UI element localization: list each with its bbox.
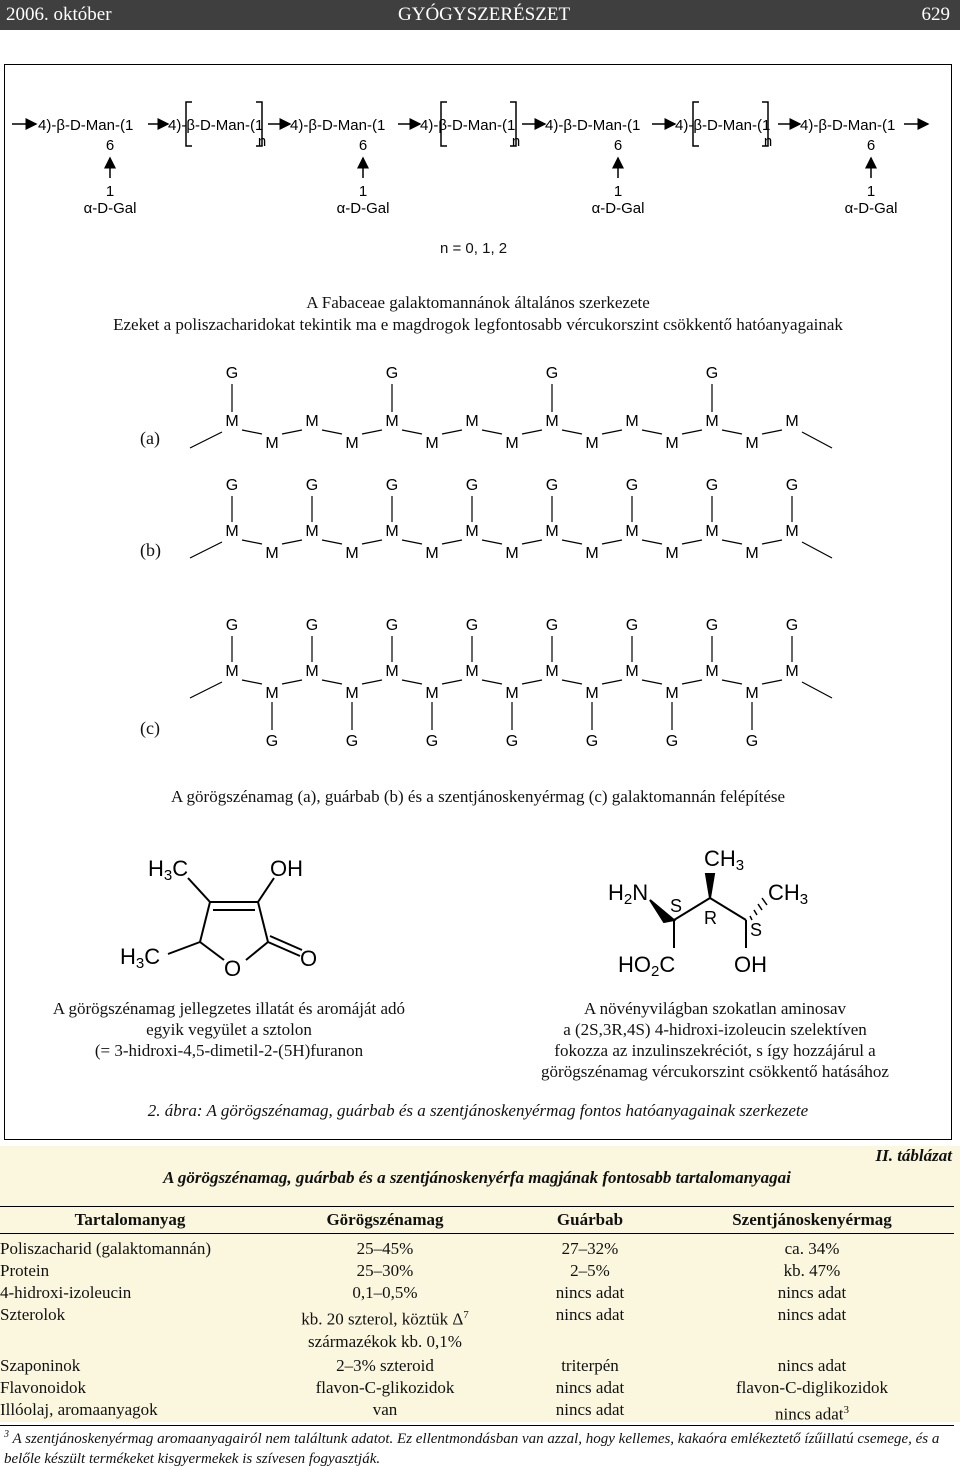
chain-bond bbox=[242, 540, 262, 544]
chain-bond bbox=[482, 430, 502, 434]
figure-title: 2. ábra: A görögszénamag, guárbab és a szentjánoskenyérmag fontos hatóanyagainak szerkezete bbox=[147, 1101, 809, 1120]
position-1-label: 1 bbox=[866, 183, 876, 200]
galactose-residue: G bbox=[625, 477, 639, 494]
caption-general-structure: A Fabaceae galaktomannánok általános szerkezete bbox=[306, 293, 650, 312]
chain-bond bbox=[482, 540, 502, 544]
chain-bond bbox=[190, 542, 222, 558]
position-1-label: 1 bbox=[358, 183, 368, 200]
svg-text:HO2C: HO2C bbox=[618, 952, 676, 980]
table-row: Poliszacharid (galaktomannán) 25–45% 27–32% ca. 34% bbox=[0, 1239, 840, 1258]
atom-h3c-top: H bbox=[148, 856, 164, 881]
mannose-residue: M bbox=[425, 435, 439, 452]
galactose-residue: G bbox=[465, 477, 479, 494]
chain-bond bbox=[802, 542, 832, 558]
chain-bond bbox=[562, 430, 582, 434]
galactose-residue: G bbox=[345, 733, 359, 750]
galactose-residue: G bbox=[545, 477, 559, 494]
mannose-unit-label: 4)-β-D-Man-(1 bbox=[168, 117, 264, 134]
sotolon-structure bbox=[100, 840, 360, 990]
caption-chains: A görögszénamag (a), guárbab (b) és a szentjánoskenyérmag (c) galaktomannán felépítése bbox=[170, 787, 786, 806]
mannose-residue: M bbox=[745, 545, 759, 562]
galactose-residue: G bbox=[705, 365, 719, 382]
atom-carbonyl-o: O bbox=[300, 946, 318, 971]
repeat-n-label: n bbox=[511, 133, 521, 150]
chain-bond bbox=[242, 680, 262, 684]
galactose-label: α-D-Gal bbox=[83, 200, 137, 217]
chain-bond bbox=[802, 432, 832, 448]
mannose-residue: M bbox=[265, 685, 279, 702]
chain-bond bbox=[762, 540, 782, 544]
mannose-residue: M bbox=[585, 685, 599, 702]
caption-general-structure-2: Ezeket a poliszacharidokat tekintik ma e magdrogok legfontosabb vércukorszint csökkentő hatóanyagainak bbox=[113, 315, 843, 334]
table-row: Protein 25–30% 2–5% kb. 47% bbox=[0, 1261, 841, 1280]
mannose-residue: M bbox=[545, 523, 559, 540]
data-table bbox=[0, 1206, 954, 1426]
mannose-residue: M bbox=[425, 545, 439, 562]
header-date: 2006. október bbox=[6, 4, 112, 25]
chain-bond bbox=[562, 540, 582, 544]
galactose-residue: G bbox=[225, 365, 239, 382]
position-6-label: 6 bbox=[105, 137, 115, 154]
header-journal: GYÓGYSZERÉSZET bbox=[398, 4, 571, 25]
stereo-s-1: S bbox=[670, 896, 683, 916]
chain-bond bbox=[522, 430, 542, 434]
table-row: 4-hidroxi-izoleucin 0,1–0,5% nincs adat nincs adat bbox=[0, 1283, 847, 1302]
chain-bond bbox=[642, 430, 662, 434]
chain-bond bbox=[442, 540, 462, 544]
position-1-label: 1 bbox=[105, 183, 115, 200]
chain-bond bbox=[322, 540, 342, 544]
mannose-residue: M bbox=[385, 413, 399, 430]
chain-bond bbox=[762, 430, 782, 434]
mannose-residue: M bbox=[225, 663, 239, 680]
chain-label-b: (b) bbox=[140, 540, 161, 560]
galactose-residue: G bbox=[225, 477, 239, 494]
position-6-label: 6 bbox=[613, 137, 623, 154]
chain-label-c: (c) bbox=[140, 718, 160, 738]
chain-bond bbox=[322, 430, 342, 434]
galactose-residue: G bbox=[305, 617, 319, 634]
mannose-residue: M bbox=[385, 663, 399, 680]
table-row: Illóolaj, aromaanyagok van nincs adat nincs adat$^3$ bbox=[0, 1399, 954, 1426]
n-values-label: n = 0, 1, 2 bbox=[440, 240, 508, 257]
mannose-residue: M bbox=[345, 545, 359, 562]
chain-bond bbox=[682, 540, 702, 544]
mannose-residue: M bbox=[345, 435, 359, 452]
chain-bond bbox=[722, 680, 742, 684]
mannose-residue: M bbox=[745, 685, 759, 702]
galactose-residue: G bbox=[265, 733, 279, 750]
repeat-n-label: n bbox=[763, 133, 773, 150]
mannose-residue: M bbox=[265, 435, 279, 452]
svg-text:H3C: H3C bbox=[148, 856, 189, 884]
chain-bond bbox=[190, 432, 222, 448]
chain-bond bbox=[722, 540, 742, 544]
table-row: Szaponinok 2–3% szteroid triterpén nincs adat bbox=[0, 1355, 847, 1375]
mannose-residue: M bbox=[305, 413, 319, 430]
mannose-residue: M bbox=[585, 545, 599, 562]
atom-ch3-top: CH bbox=[704, 846, 736, 871]
galactose-residue: G bbox=[585, 733, 599, 750]
col-header: Görögszénamag bbox=[260, 1207, 510, 1234]
mannose-residue: M bbox=[225, 523, 239, 540]
galactose-residue: G bbox=[545, 365, 559, 382]
mannose-residue: M bbox=[465, 523, 479, 540]
atom-ch3-right: CH bbox=[768, 880, 800, 905]
chain-bond bbox=[602, 540, 622, 544]
chain-bond bbox=[282, 540, 302, 544]
chain-bond bbox=[682, 680, 702, 684]
table-header-row bbox=[0, 1207, 954, 1234]
mannose-residue: M bbox=[225, 413, 239, 430]
mannose-residue: M bbox=[465, 413, 479, 430]
mannose-residue: M bbox=[505, 685, 519, 702]
galactose-residue: G bbox=[385, 617, 399, 634]
atom-oh: OH bbox=[270, 856, 303, 881]
col-header: Szentjánoskenyérmag bbox=[670, 1207, 954, 1234]
mannose-residue: M bbox=[465, 663, 479, 680]
galactose-residue: G bbox=[785, 477, 799, 494]
chain-bond bbox=[362, 680, 382, 684]
mannose-residue: M bbox=[705, 523, 719, 540]
mannose-residue: M bbox=[665, 435, 679, 452]
chain-bond bbox=[642, 680, 662, 684]
mannose-residue: M bbox=[785, 663, 799, 680]
chain-bond bbox=[562, 680, 582, 684]
chain-bond bbox=[762, 680, 782, 684]
chain-bond bbox=[442, 680, 462, 684]
mannose-residue: M bbox=[625, 523, 639, 540]
mannose-unit-label: 4)-β-D-Man-(1 bbox=[675, 117, 771, 134]
chain-bond bbox=[362, 430, 382, 434]
mannose-residue: M bbox=[625, 663, 639, 680]
mannose-residue: M bbox=[585, 435, 599, 452]
mannose-residue: M bbox=[705, 663, 719, 680]
mannose-residue: M bbox=[385, 523, 399, 540]
atom-ring-o: O bbox=[224, 956, 242, 981]
hydroxyisoleucine-structure bbox=[600, 840, 830, 985]
mannose-unit-label: 4)-β-D-Man-(1 bbox=[420, 117, 516, 134]
galactose-residue: G bbox=[705, 477, 719, 494]
position-1-label: 1 bbox=[613, 183, 623, 200]
svg-text:H3C: H3C bbox=[120, 944, 161, 972]
chain-bond bbox=[402, 540, 422, 544]
galactose-residue: G bbox=[625, 617, 639, 634]
header-page-number: 629 bbox=[921, 4, 950, 25]
galactose-label: α-D-Gal bbox=[591, 200, 645, 217]
mannose-unit-label: 4)-β-D-Man-(1 bbox=[290, 117, 386, 134]
chain-bond bbox=[682, 430, 702, 434]
mannose-residue: M bbox=[305, 523, 319, 540]
svg-text:CH3: CH3 bbox=[768, 880, 809, 908]
atom-oh-amino: OH bbox=[734, 952, 767, 977]
table-footnote: $^3$ A szentjánoskenyérmag aromaanyagairól nem találtunk adatot. Ez ellentmondásban van azzal, hogy kellemes, kakaóra emlékeztető ízűillatú csemege, és a belőle készült termékeket kisgyermekek is szívesen fogyasztják. bbox=[4, 1429, 940, 1467]
repeat-n-label: n bbox=[257, 133, 267, 150]
atom-ho2c: HO bbox=[618, 952, 651, 977]
chain-bond bbox=[402, 680, 422, 684]
chain-bond bbox=[362, 540, 382, 544]
mannose-residue: M bbox=[625, 413, 639, 430]
mannose-residue: M bbox=[705, 413, 719, 430]
mannose-residue: M bbox=[545, 663, 559, 680]
amino-caption: A növényvilágban szokatlan aminosav a (2S,3R,4S) 4-hidroxi-izoleucin szelektíven fokozza az inzulinszekréciót, s így hozzájárul a görögszénamag vércukorszint csökkentő hatásához bbox=[541, 999, 889, 1081]
chain-bond bbox=[402, 430, 422, 434]
svg-text:H2N: H2N bbox=[608, 880, 649, 908]
chain-bond bbox=[802, 682, 832, 698]
mannose-residue: M bbox=[665, 685, 679, 702]
galactose-residue: G bbox=[465, 617, 479, 634]
chain-label-a: (a) bbox=[140, 428, 160, 448]
mannose-residue: M bbox=[505, 545, 519, 562]
stereo-s-2: S bbox=[750, 920, 763, 940]
chain-bond bbox=[482, 680, 502, 684]
chain-bond bbox=[522, 540, 542, 544]
galactose-residue: G bbox=[785, 617, 799, 634]
atom-h3c-bottom: H bbox=[120, 944, 136, 969]
chain-bond bbox=[642, 540, 662, 544]
mannose-unit-label: 4)-β-D-Man-(1 bbox=[800, 117, 896, 134]
chain-bond bbox=[282, 680, 302, 684]
chain-bond bbox=[190, 682, 222, 698]
chain-bond bbox=[522, 680, 542, 684]
galactose-residue: G bbox=[385, 365, 399, 382]
mannose-residue: M bbox=[745, 435, 759, 452]
galactose-residue: G bbox=[385, 477, 399, 494]
galactose-residue: G bbox=[305, 477, 319, 494]
position-6-label: 6 bbox=[866, 137, 876, 154]
mannose-residue: M bbox=[665, 545, 679, 562]
sotolon-caption: A görögszénamag jellegzetes illatát és aromáját adó egyik vegyület a sztolon (= 3-hidroxi-4,5-dimetil-2-(5H)furanon bbox=[52, 999, 406, 1060]
galactose-residue: G bbox=[505, 733, 519, 750]
chain-bond bbox=[602, 680, 622, 684]
mannose-residue: M bbox=[785, 523, 799, 540]
galactose-residue: G bbox=[425, 733, 439, 750]
svg-text:CH3: CH3 bbox=[704, 846, 745, 874]
chain-bond bbox=[322, 680, 342, 684]
col-header: Tartalomanyag bbox=[0, 1207, 260, 1234]
galactose-label: α-D-Gal bbox=[844, 200, 898, 217]
atom-h2n: H bbox=[608, 880, 624, 905]
galactose-residue: G bbox=[665, 733, 679, 750]
galactose-residue: G bbox=[705, 617, 719, 634]
table-row: Flavonoidok flavon-C-glikozidok nincs adat flavon-C-diglikozidok bbox=[0, 1377, 889, 1397]
mannose-residue: M bbox=[545, 413, 559, 430]
galactose-residue: G bbox=[545, 617, 559, 634]
mannose-unit-label: 4)-β-D-Man-(1 bbox=[545, 117, 641, 134]
table-label: II. táblázat bbox=[875, 1146, 952, 1165]
chain-bond bbox=[282, 430, 302, 434]
galactose-residue: G bbox=[745, 733, 759, 750]
chain-bond bbox=[602, 430, 622, 434]
table-title: A görögszénamag, guárbab és a szentjánoskenyérfa magjának fontosabb tartalomanyagai bbox=[163, 1168, 791, 1187]
chain-bond bbox=[442, 430, 462, 434]
table-row: Szterolok kb. 20 szterol, köztük $\Delta^7$ származékok kb. 0,1% nincs adat nincs adat bbox=[0, 1305, 847, 1351]
position-6-label: 6 bbox=[358, 137, 368, 154]
mannose-residue: M bbox=[505, 435, 519, 452]
galactose-residue: G bbox=[225, 617, 239, 634]
mannose-residue: M bbox=[425, 685, 439, 702]
galactose-label: α-D-Gal bbox=[336, 200, 390, 217]
col-header: Guárbab bbox=[510, 1207, 670, 1234]
mannose-residue: M bbox=[305, 663, 319, 680]
mannose-residue: M bbox=[785, 413, 799, 430]
chain-bond bbox=[242, 430, 262, 434]
chain-bond bbox=[722, 430, 742, 434]
stereo-r: R bbox=[704, 908, 717, 928]
galactomannan-general-structure bbox=[0, 0, 960, 270]
mannose-residue: M bbox=[265, 545, 279, 562]
mannose-residue: M bbox=[345, 685, 359, 702]
mannose-unit-label: 4)-β-D-Man-(1 bbox=[38, 117, 134, 134]
